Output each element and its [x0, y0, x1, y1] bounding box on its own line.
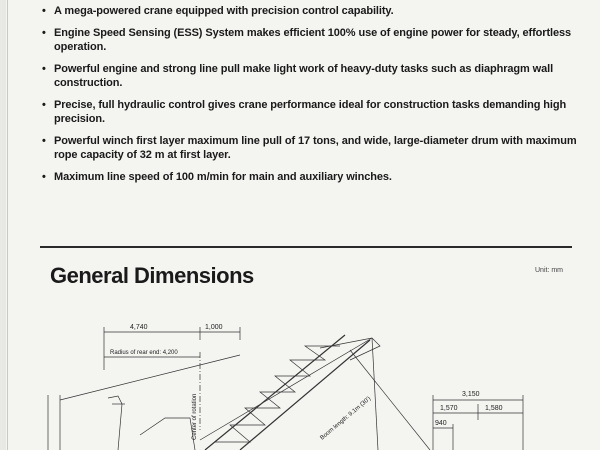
feature-list: [40, 4, 580, 192]
dim-940: 940: [435, 420, 447, 427]
guide-line: [60, 355, 240, 400]
dim-1570: 1,570: [440, 405, 458, 412]
boom-length-label: Boom length: 9.1m (30'): [319, 395, 373, 442]
crane-dimension-drawing: [0, 300, 600, 450]
dim-1000: 1,000: [205, 324, 223, 331]
bullet-icon: •: [42, 171, 46, 183]
feature-item: [40, 62, 580, 90]
guide-line: [200, 338, 372, 440]
dim-4740: 4,740: [130, 324, 148, 331]
boom-chord: [240, 340, 373, 450]
dim-1580: 1,580: [485, 405, 503, 412]
section-title: General Dimensions: [50, 263, 254, 288]
section-divider: [40, 246, 572, 248]
bullet-icon: •: [42, 63, 46, 75]
feature-item: [40, 170, 580, 184]
feature-text: A mega-powered crane equipped with precision control capability.: [54, 5, 394, 17]
feature-item: [40, 98, 580, 126]
bullet-icon: •: [42, 99, 46, 111]
bullet-icon: •: [42, 5, 46, 17]
bullet-icon: •: [42, 135, 46, 147]
bullet-icon: •: [42, 27, 46, 39]
hoist-rope: [372, 338, 378, 450]
cab-outline: [140, 418, 195, 450]
unit-label: Unit: mm: [535, 267, 563, 274]
feature-text: Maximum line speed of 100 m/min for main and auxiliary winches.: [54, 171, 392, 183]
radius-rear-end-label: Radius of rear end: 4,200: [110, 350, 178, 356]
feature-text: Precise, full hydraulic control gives crane performance ideal for construction tasks demanding high precision.: [54, 99, 567, 125]
feature-text: Powerful engine and strong line pull make light work of heavy-duty tasks such as diaphragm wall construction.: [54, 63, 554, 89]
feature-text: Powerful winch first layer maximum line pull of 17 tons, and wide, large-diameter drum with maximum rope capacity of 32 m at first layer.: [54, 135, 577, 161]
feature-item: [40, 134, 580, 162]
feature-text: Engine Speed Sensing (ESS) System makes efficient 100% use of engine power for steady, effortless operation.: [54, 27, 572, 53]
dim-3150: 3,150: [462, 391, 480, 398]
feature-item: [40, 26, 580, 54]
feature-item: [40, 4, 580, 18]
center-of-rotation-label: Center of rotation: [192, 393, 198, 440]
